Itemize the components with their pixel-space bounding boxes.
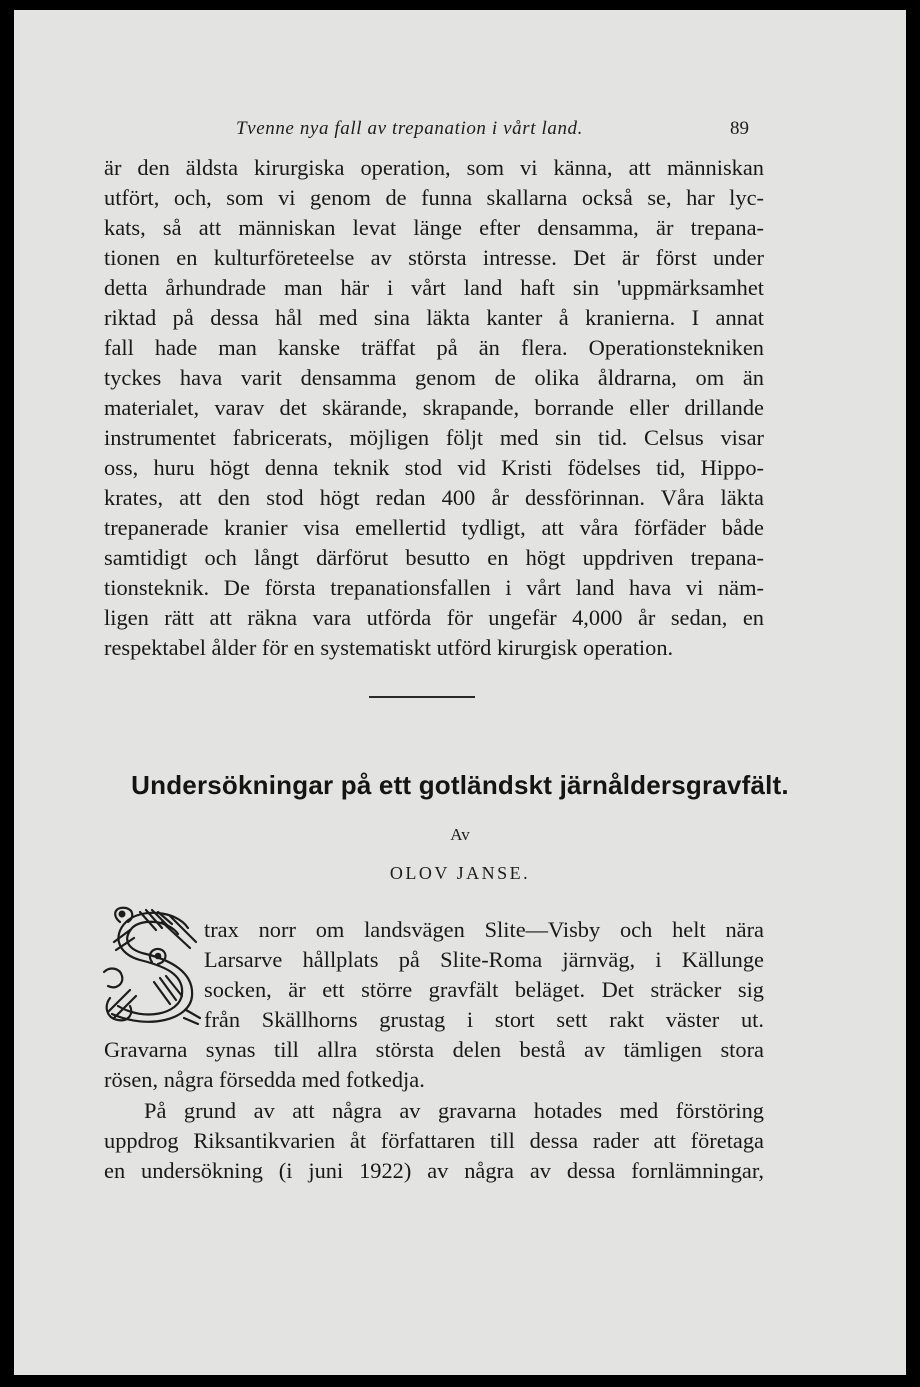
text-line: en undersökning (i juni 1922) av några av dessa fornlämningar, bbox=[104, 1158, 764, 1183]
text-line: krates, att den stod högt redan 400 år dessförinnan. Våra läkta bbox=[104, 485, 764, 510]
text-line: respektabel ålder för en systematiskt utförd kirurgisk operation. bbox=[104, 635, 674, 660]
ornamental-dropcap-s bbox=[100, 902, 204, 1026]
text-line: tionen en kulturföreteelse av största intresse. Det är först under bbox=[104, 245, 764, 270]
text-line: detta århundrade man här i vårt land haft sin 'uppmärksamhet bbox=[104, 275, 764, 300]
text-line: samtidigt och långt därförut besutto en högt uppdriven trepana- bbox=[104, 545, 764, 570]
byline-prefix: Av bbox=[450, 825, 470, 844]
text-line: riktad på dessa hål med sina läkta kanter å kranierna. I annat bbox=[104, 305, 764, 330]
text-line: Gravarna synas till allra största delen bestå av tämligen stora bbox=[104, 1037, 764, 1062]
text-line: fall hade man kanske träffat på än flera. Operationstekniken bbox=[104, 335, 764, 360]
running-title: Tvenne nya fall av trepanation i vårt land. bbox=[236, 118, 583, 139]
text-line: utfört, och, som vi genom de funna skallarna också se, har lyc- bbox=[104, 185, 764, 210]
section-divider bbox=[369, 696, 475, 698]
text-line: oss, huru högt denna teknik stod vid Kristi födelses tid, Hippo- bbox=[104, 455, 764, 480]
article-title: Undersökningar på ett gotländskt järnåldersgravfält. bbox=[131, 770, 789, 800]
byline-author: OLOV JANSE. bbox=[389, 863, 531, 883]
text-line: ligen rätt att räkna vara utförda för ungefär 4,000 år sedan, en bbox=[104, 605, 764, 630]
text-line: är den äldsta kirurgiska operation, som vi känna, att människan bbox=[104, 155, 764, 180]
text-line: socken, är ett större gravfält beläget. Det sträcker sig bbox=[204, 977, 764, 1002]
text-line: från Skällhorns grustag i stort sett rakt väster ut. bbox=[204, 1007, 764, 1032]
text-line: trepanerade kranier visa emellertid tydligt, att våra förfäder både bbox=[104, 515, 764, 540]
text-line: uppdrog Riksantikvarien åt författaren till dessa rader att företaga bbox=[104, 1128, 764, 1153]
text-line: tyckes hava varit densamma genom de olika åldrarna, om än bbox=[104, 365, 764, 390]
text-line: kats, så att människan levat länge efter densamma, är trepana- bbox=[104, 215, 764, 240]
text-line: instrumentet fabricerats, möjligen följt med sin tid. Celsus visar bbox=[104, 425, 764, 450]
page-header bbox=[14, 118, 906, 144]
book-page bbox=[14, 10, 906, 1375]
text-line: trax norr om landsvägen Slite—Visby och helt nära bbox=[204, 917, 764, 942]
text-line: På grund av att några av gravarna hotades med förstöring bbox=[144, 1098, 764, 1123]
text-line: tionsteknik. De första trepanationsfallen i vårt land hava vi näm- bbox=[104, 575, 764, 600]
text-line: Larsarve hållplats på Slite-Roma järnväg, i Källunge bbox=[204, 947, 764, 972]
text-line: materialet, varav det skärande, skrapande, borrande eller drillande bbox=[104, 395, 764, 420]
text-line: rösen, några försedda med fotkedja. bbox=[104, 1067, 425, 1092]
page-number: 89 bbox=[730, 118, 749, 139]
